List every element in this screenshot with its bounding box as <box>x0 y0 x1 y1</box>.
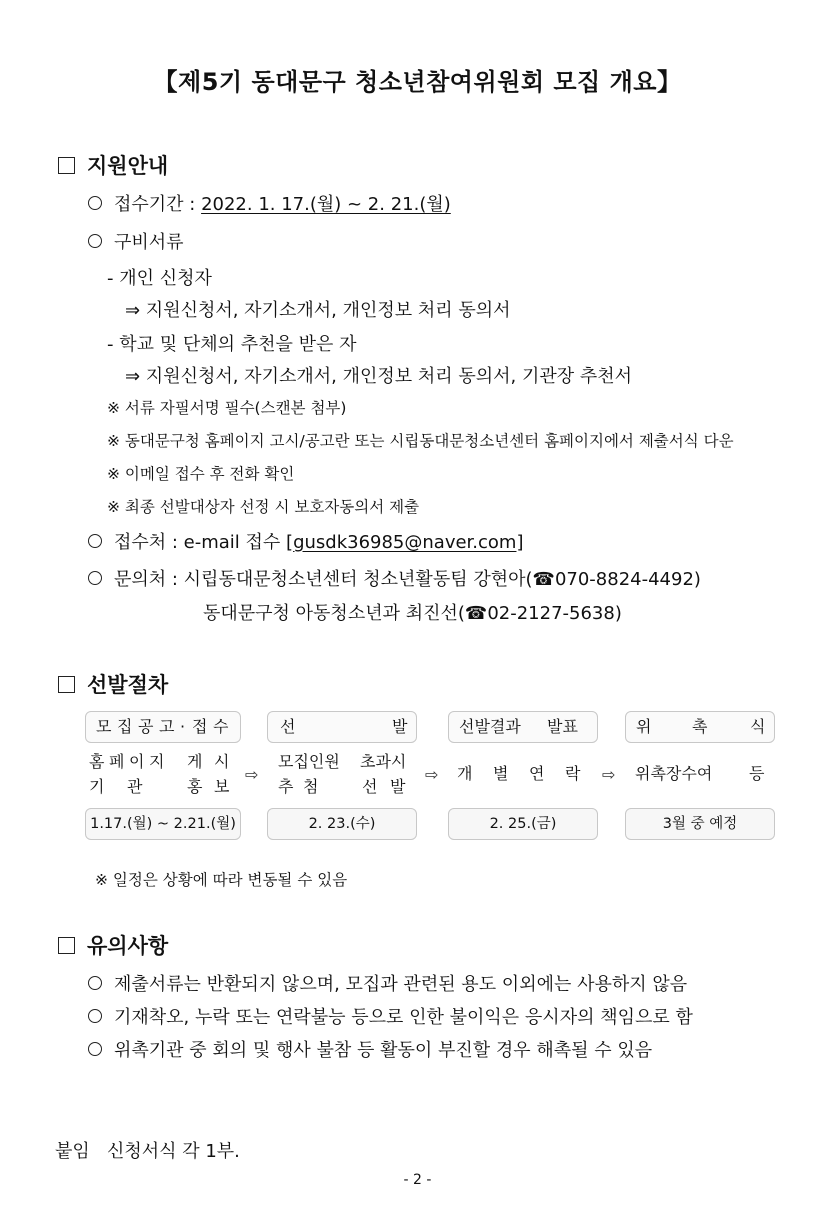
docs-label: 구비서류 <box>114 232 184 253</box>
step1-body-char: 시 <box>214 752 230 771</box>
step3-body-char: 개 <box>457 764 473 783</box>
step4-head-char: 위 <box>636 717 652 736</box>
notice-text: 제출서류는 반환되지 않으며, 모집과 관련된 용도 이외에는 사용하지 않음 <box>114 974 688 995</box>
step1-body-char: 게 <box>187 752 203 771</box>
circle-bullet-icon <box>88 1042 102 1056</box>
step3-body <box>457 762 597 786</box>
period-label: 접수기간 : <box>114 194 196 215</box>
step4-body <box>635 762 775 786</box>
step1-body <box>89 750 239 798</box>
section-notice-label: 유의사항 <box>87 934 169 958</box>
step1-head-char: 집 <box>117 717 133 736</box>
step1-head-char: 공 <box>138 717 154 736</box>
step3-body-char: 별 <box>493 764 509 783</box>
attachment-line: 붙임 신청서식 각 1부. <box>55 1141 240 1162</box>
contact-line-1 <box>88 565 701 591</box>
step4-header <box>625 711 775 743</box>
arrow-right-icon: ⇨ <box>602 765 616 784</box>
step1-head-char: 접 <box>192 717 208 736</box>
square-bullet-icon <box>58 676 75 693</box>
submit-email-link[interactable]: gusdk36985@naver.com <box>293 532 517 553</box>
step2-body-char: 추 <box>278 777 294 796</box>
notice-item <box>88 1036 652 1062</box>
step3-head-text: 선발결과 <box>459 717 521 736</box>
step1-body-char: 관 <box>127 777 143 796</box>
contact2-phone: 02-2127-5638) <box>487 603 622 624</box>
square-bullet-icon <box>58 937 75 954</box>
circle-bullet-icon <box>88 234 102 248</box>
notice-text: 위촉기관 중 회의 및 행사 불참 등 활동이 부진할 경우 해촉될 수 있음 <box>114 1040 653 1061</box>
submit-bracket: ] <box>516 532 524 553</box>
step1-body-char: 지 <box>149 752 165 771</box>
note-signature: ※ 서류 자필서명 필수(스캔본 첨부) <box>107 399 347 417</box>
contact-line-2 <box>203 599 622 625</box>
section-notice-heading <box>58 930 168 960</box>
notice-item <box>88 970 687 996</box>
square-bullet-icon <box>58 157 75 174</box>
step1-body-char: 보 <box>214 777 230 796</box>
note-guardian-consent: ※ 최종 선발대상자 선정 시 보호자동의서 제출 <box>107 498 420 516</box>
step2-head-char: 발 <box>392 717 408 736</box>
step2-header <box>267 711 417 743</box>
step2-head-char: 선 <box>280 717 296 736</box>
circle-bullet-icon <box>88 1009 102 1023</box>
group-line: - 학교 및 단체의 추천을 받은 자 <box>107 334 357 355</box>
submit-label: 접수처 : e-mail 접수 [ <box>114 532 294 553</box>
step2-body <box>278 750 418 798</box>
note-email-confirm: ※ 이메일 접수 후 전화 확인 <box>107 465 295 483</box>
section-apply-label: 지원안내 <box>87 154 169 178</box>
section-select-label: 선발절차 <box>87 673 169 697</box>
step2-date: 2. 23.(수) <box>267 808 417 840</box>
step1-body-char: 홍 <box>187 777 203 796</box>
step1-body-char: 기 <box>89 777 105 796</box>
page-title: 【제5기 동대문구 청소년참여위원회 모집 개요】 <box>153 68 682 96</box>
section-select-heading <box>58 669 168 699</box>
step3-head-text: 발표 <box>547 717 578 736</box>
step1-date: 1.17.(월) ~ 2.21.(월) <box>85 808 241 840</box>
step4-date: 3월 중 예정 <box>625 808 775 840</box>
page-number: - 2 - <box>403 1172 432 1188</box>
period-value: 2022. 1. 17.(월) ~ 2. 21.(월) <box>201 194 451 215</box>
step4-head-char: 식 <box>750 717 766 736</box>
phone-icon: ☎ <box>532 569 555 590</box>
step2-body-text: 초과시 <box>360 752 407 771</box>
individual-line: - 개인 신청자 <box>107 268 212 289</box>
section-apply-heading <box>58 150 168 180</box>
phone-icon: ☎ <box>464 603 488 624</box>
circle-bullet-icon <box>88 534 102 548</box>
contact1-text: 문의처 : 시립동대문청소년센터 청소년활동팀 강현아( <box>114 569 533 590</box>
group-docs: ⇒ 지원신청서, 자기소개서, 개인정보 처리 동의서, 기관장 추천서 <box>125 366 632 387</box>
step1-body-char: 페 <box>109 752 125 771</box>
step4-body-text: 위촉장수여 <box>635 764 713 783</box>
contact2-text: 동대문구청 아동청소년과 최진선( <box>203 603 465 624</box>
step1-head-char: 고 <box>159 717 175 736</box>
docs-line <box>88 228 184 254</box>
step3-header <box>448 711 598 743</box>
step1-header <box>85 711 241 743</box>
circle-bullet-icon <box>88 571 102 585</box>
step1-body-char: 홈 <box>89 752 105 771</box>
step3-body-char: 연 <box>529 764 545 783</box>
period-line <box>88 190 451 216</box>
step1-head-char: 모 <box>96 717 112 736</box>
step2-body-char: 발 <box>390 777 406 796</box>
step2-body-char: 선 <box>362 777 378 796</box>
step4-body-text: 등 <box>749 764 765 783</box>
notice-text: 기재착오, 누락 또는 연락불능 등으로 인한 불이익은 응시자의 책임으로 함 <box>114 1007 693 1028</box>
arrow-right-icon: ⇨ <box>425 765 439 784</box>
submit-line <box>88 528 524 554</box>
schedule-note: ※ 일정은 상황에 따라 변동될 수 있음 <box>95 871 348 889</box>
individual-docs: ⇒ 지원신청서, 자기소개서, 개인정보 처리 동의서 <box>125 300 511 321</box>
step4-head-char: 촉 <box>692 717 708 736</box>
step1-head-char: · <box>180 717 186 736</box>
notice-item <box>88 1003 693 1029</box>
circle-bullet-icon <box>88 976 102 990</box>
circle-bullet-icon <box>88 196 102 210</box>
step2-body-char: 첨 <box>303 777 319 796</box>
contact1-phone: 070-8824-4492) <box>554 569 701 590</box>
step1-head-char: 수 <box>213 717 229 736</box>
step2-body-text: 모집인원 <box>278 752 340 771</box>
arrow-right-icon: ⇨ <box>245 765 259 784</box>
step1-body-char: 이 <box>129 752 145 771</box>
note-download: ※ 동대문구청 홈페이지 고시/공고란 또는 시립동대문청소년센터 홈페이지에서 제출서식 다운 <box>107 432 734 450</box>
step3-date: 2. 25.(금) <box>448 808 598 840</box>
step3-body-char: 락 <box>565 764 581 783</box>
